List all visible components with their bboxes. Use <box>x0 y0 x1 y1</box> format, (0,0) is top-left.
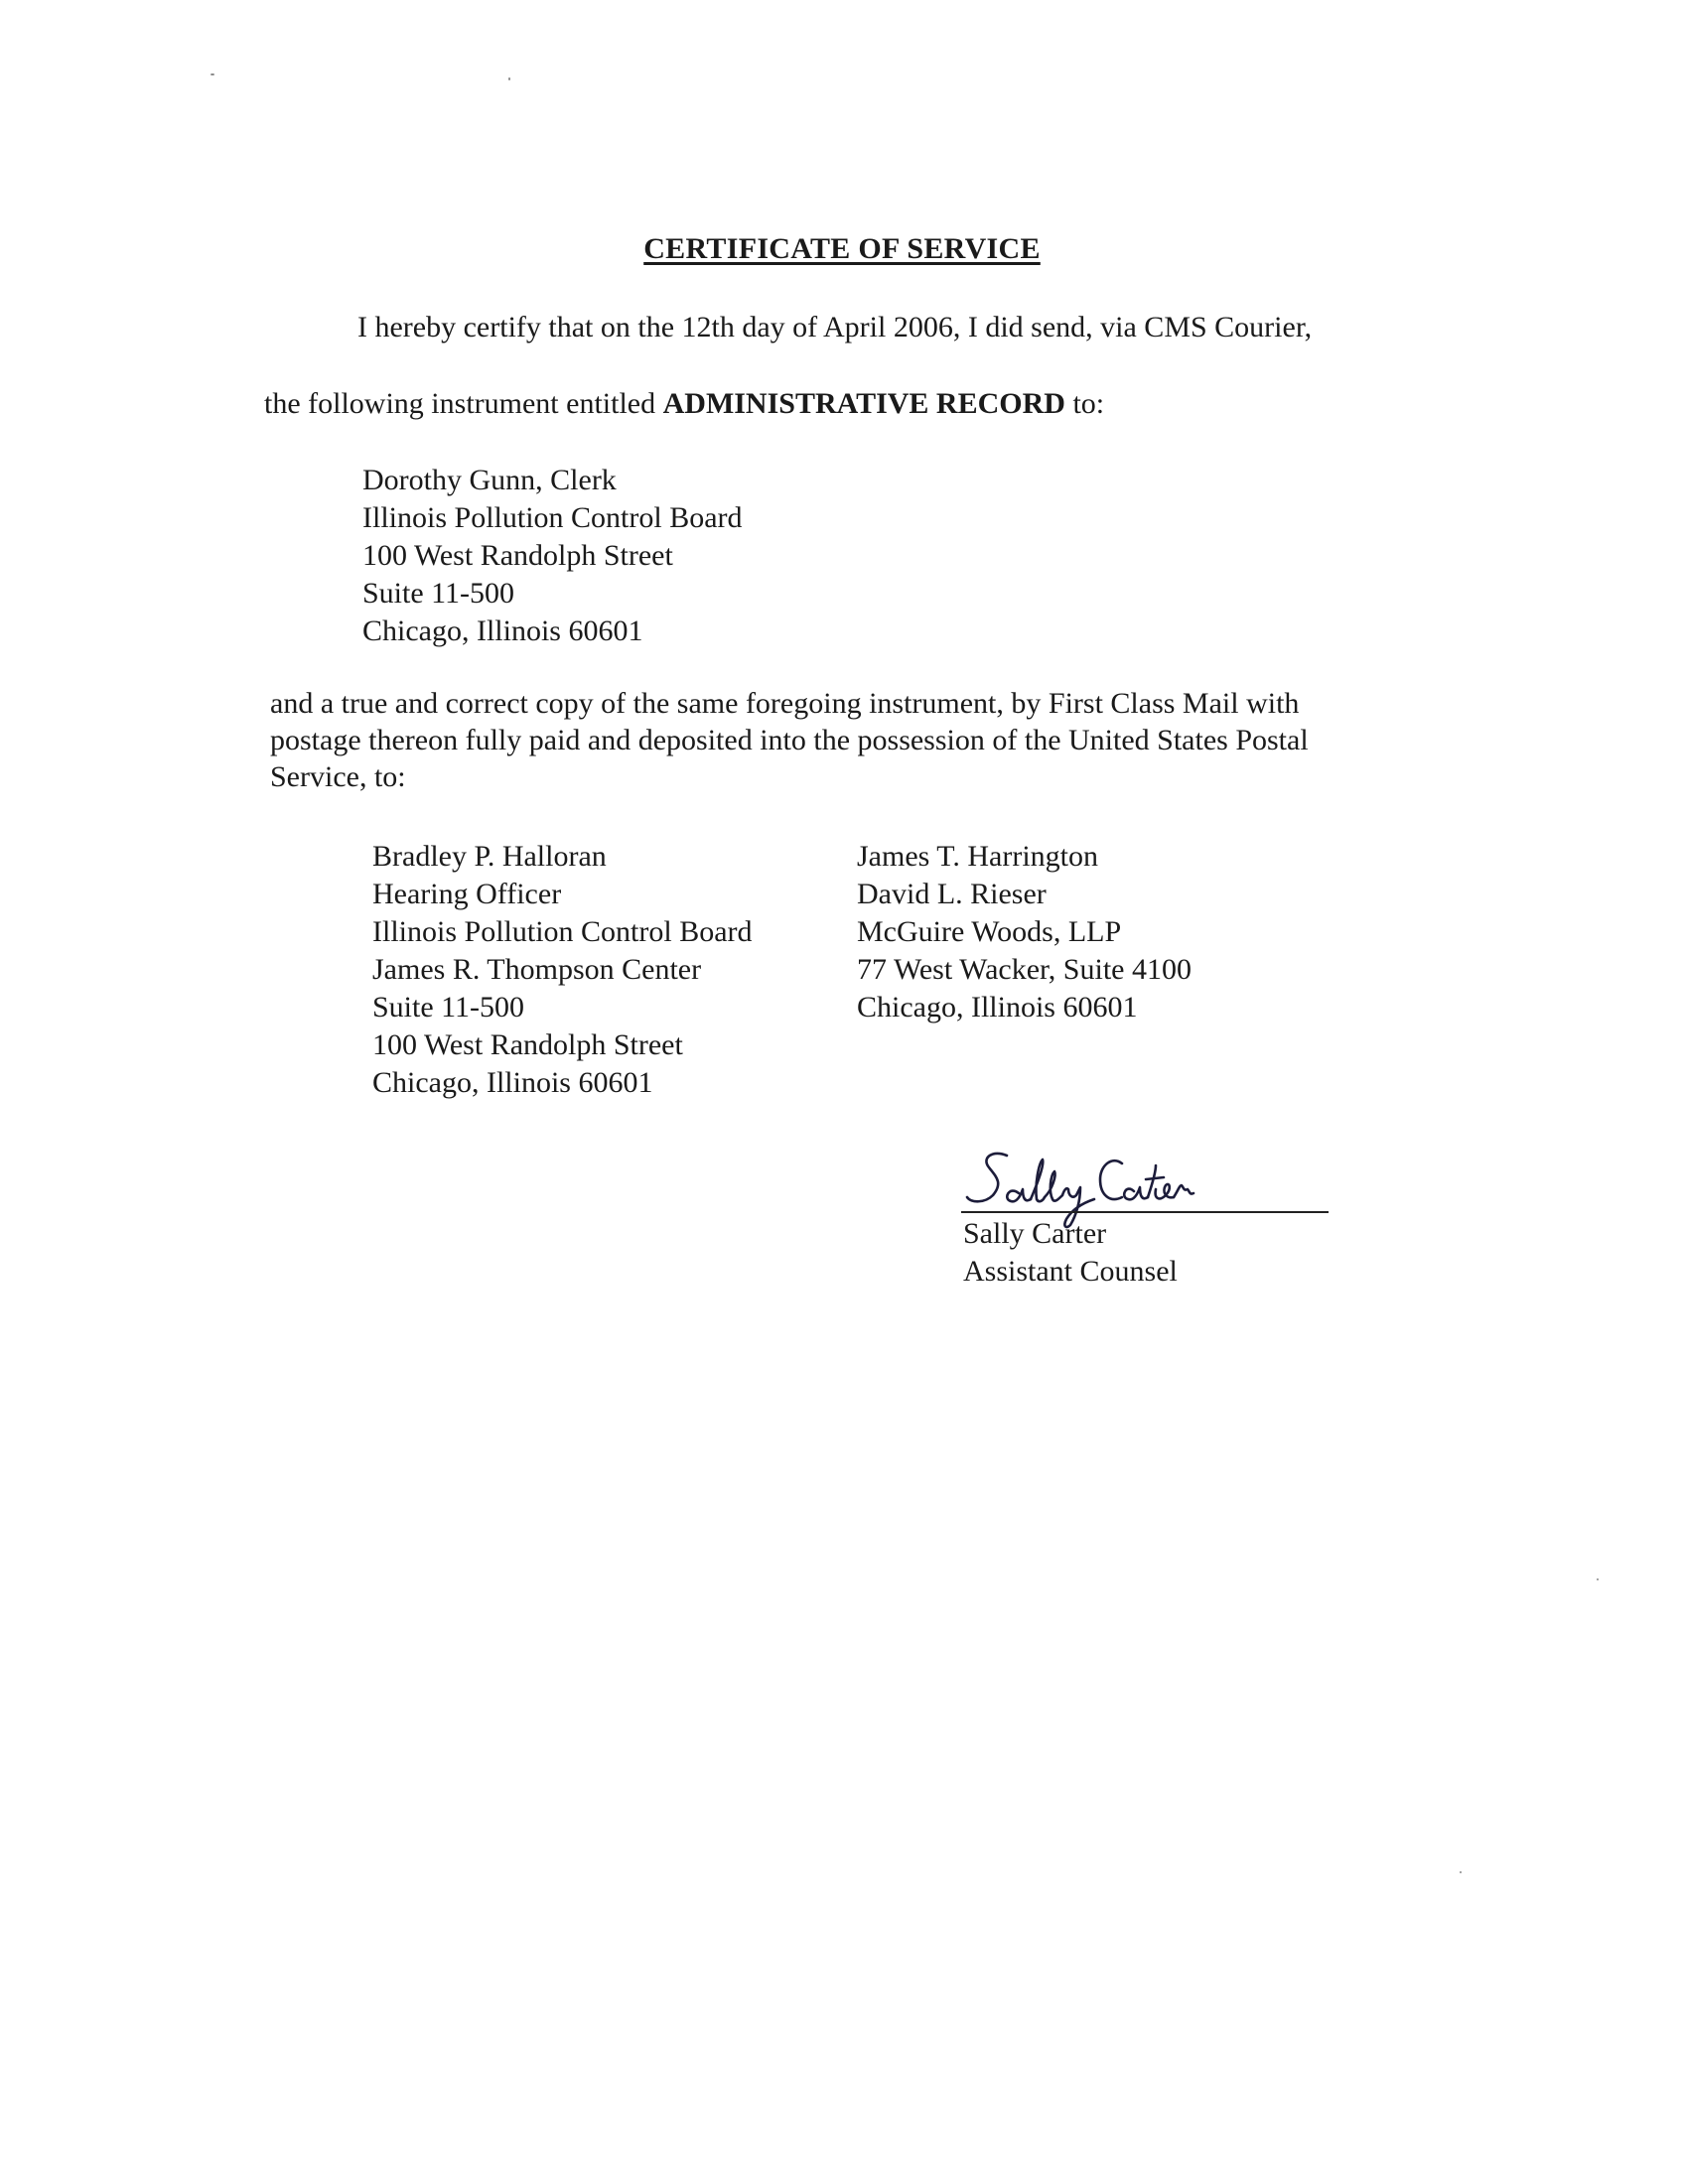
address-line: Illinois Pollution Control Board <box>372 915 753 948</box>
address-line: James R. Thompson Center <box>372 953 702 986</box>
paragraph-line: Service, to: <box>270 760 406 793</box>
mail-paragraph <box>270 685 1412 795</box>
address-line: Chicago, Illinois 60601 <box>372 1066 653 1099</box>
recipient-address-left <box>372 838 753 1102</box>
instrument-title: ADMINISTRATIVE RECORD <box>662 387 1065 420</box>
signature-line <box>961 1211 1329 1213</box>
address-line: Hearing Officer <box>372 878 562 910</box>
address-line: Suite 11-500 <box>362 577 515 610</box>
address-line: James T. Harrington <box>857 840 1099 873</box>
certification-line-1: I hereby certify that on the 12th day of April 2006, I did send, via CMS Courier, <box>357 311 1313 343</box>
scan-speck <box>1597 1578 1599 1580</box>
signer-title: Assistant Counsel <box>963 1255 1178 1288</box>
address-line: Dorothy Gunn, Clerk <box>362 464 617 496</box>
address-line: David L. Rieser <box>857 878 1047 910</box>
scan-speck <box>508 77 510 80</box>
address-line: Chicago, Illinois 60601 <box>362 614 643 647</box>
address-line: Illinois Pollution Control Board <box>362 501 743 534</box>
paragraph-line: postage thereon fully paid and deposited into the possession of the United States Postal <box>270 724 1309 756</box>
signature-block <box>933 1142 1331 1291</box>
signer-info <box>963 1215 1178 1291</box>
address-line: McGuire Woods, LLP <box>857 915 1122 948</box>
scan-speck <box>210 73 214 75</box>
signer-name: Sally Carter <box>963 1217 1107 1250</box>
certification-line-2 <box>264 387 1104 421</box>
scan-speck <box>1460 1871 1462 1873</box>
address-line: 100 West Randolph Street <box>372 1028 683 1061</box>
certification-line-2-prefix: the following instrument entitled <box>264 387 663 420</box>
address-line: Chicago, Illinois 60601 <box>857 991 1138 1024</box>
address-line: Bradley P. Halloran <box>372 840 607 873</box>
address-line: 77 West Wacker, Suite 4100 <box>857 953 1192 986</box>
certification-line-2-suffix: to: <box>1064 387 1105 420</box>
address-line: 100 West Randolph Street <box>362 539 673 572</box>
recipient-address-right <box>857 838 1192 1026</box>
page-title: CERTIFICATE OF SERVICE <box>643 232 1041 265</box>
paragraph-line: and a true and correct copy of the same foregoing instrument, by First Class Mail with <box>270 687 1300 720</box>
clerk-address <box>362 462 743 650</box>
address-line: Suite 11-500 <box>372 991 525 1024</box>
